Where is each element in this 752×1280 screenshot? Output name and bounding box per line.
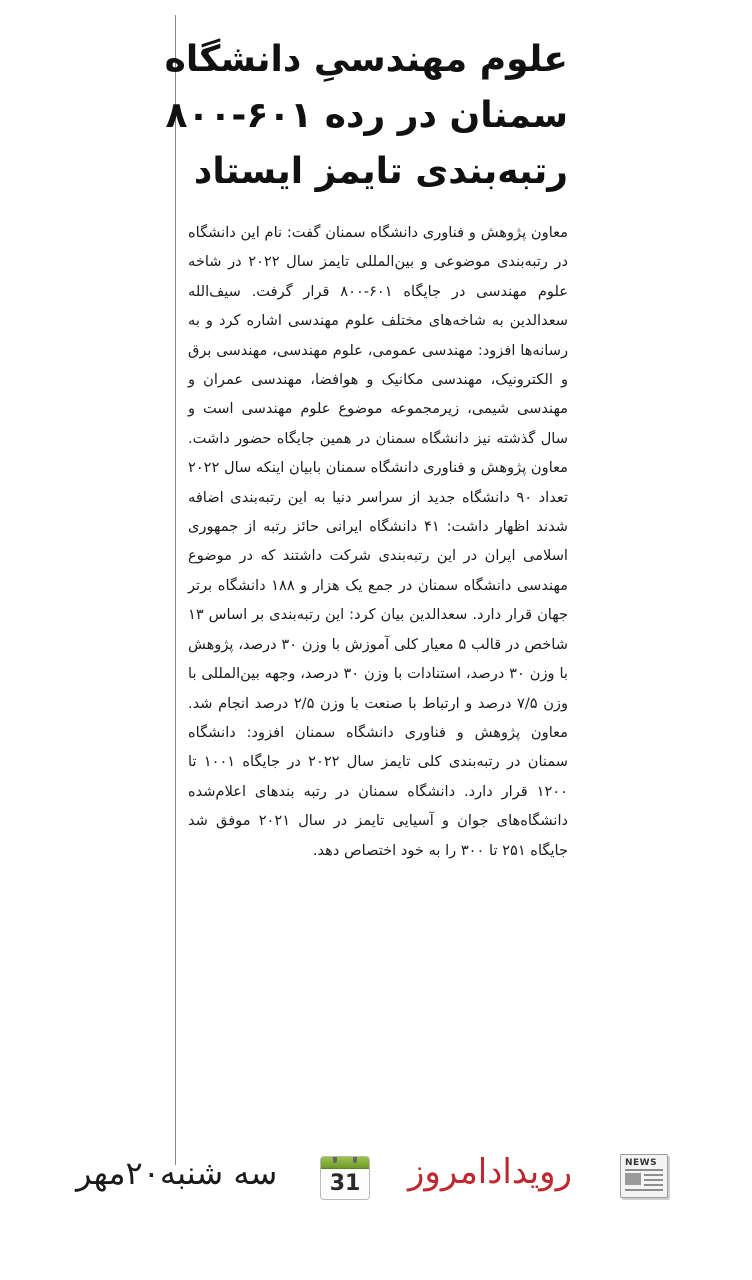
article-body: معاون پژوهش و فناوری دانشگاه سمنان گفت: نام این دانشگاه در رتبه‌بندی موضوعی و بین‌المللی تایمز سال ۲۰۲۲ در شاخه علوم مهندسی در جایگاه ۶۰۱-۸۰۰ قرار گرفت. سیف‌الله سعدالدین به شاخه‌های مختلف علوم مهندسی اشاره کرد و به رسانه‌ها افزود: مهندسی عمومی، علوم مهندسی، مهندسی برق و الکترونیک، مهندسی مکانیک و هوافضا، مهندسی عمران و مهندسی شیمی، زیرمجموعه موضوع علوم مهندسی است و سال گذشته نیز دانشگاه سمنان در همین جایگاه حضور داشت. معاون پژوهش و فناوری دانشگاه سمنان بابیان اینکه سال ۲۰۲۲ تعداد ۹۰ دانشگاه جدید از سراسر دنیا به این رتبه‌بندی اضافه شدند اظهار داشت: ۴۱ دانشگاه ایرانی حائز رتبه از جمهوری اسلامی ایران در این رتبه‌بندی شرکت داشتند که در موضوع مهندسی دانشگاه سمنان در جمع یک هزار و ۱۸۸ دانشگاه برتر جهان قرار دارد. سعدالدین بیان کرد: این رتبه‌بندی بر اساس ۱۳ شاخص در قالب ۵ معیار کلی آموزش با وزن ۳۰ درصد، پژوهش با وزن ۳۰ درصد، استنادات با وزن ۳۰ درصد، وجهه بین‌المللی با وزن ۷/۵ درصد و ارتباط با صنعت با وزن ۲/۵ درصد انجام شد. معاون پژوهش و فناوری دانشگاه سمنان افزود: دانشگاه سمنان در رتبه‌بندی کلی تایمز سال ۲۰۲۲ در جایگاه ۱۰۰۱ تا ۱۲۰۰ قرار دارد. دانشگاه سمنان در رتبه بندهای اعلام‌شده دانشگاه‌های جوان و آسیایی تایمز در سال ۲۰۲۱ موفق شد جایگاه ۲۵۱ تا ۳۰۰ را به خود اختصاص دهد. (188, 224, 569, 859)
date-label: سه شنبه۲۰مهر (76, 1154, 278, 1192)
headline-line-2: سمنان در رده ۶۰۱-۸۰۰ (165, 95, 568, 136)
headline-line-1: علوم مهندسیِ دانشگاه (164, 39, 568, 80)
headline-line-3: رتبه‌بندی تایمز ایستاد (193, 151, 568, 192)
news-article (164, 32, 569, 880)
column-divider (175, 15, 176, 1165)
newspaper-icon (620, 1154, 668, 1198)
footer-bar (0, 1148, 752, 1208)
brand-name: رویدادامروز (408, 1152, 572, 1192)
calendar-icon (320, 1156, 370, 1200)
calendar-day: 31 (329, 1171, 361, 1196)
news-icon-label: NEWS (625, 1158, 658, 1168)
article-headline (164, 32, 568, 200)
